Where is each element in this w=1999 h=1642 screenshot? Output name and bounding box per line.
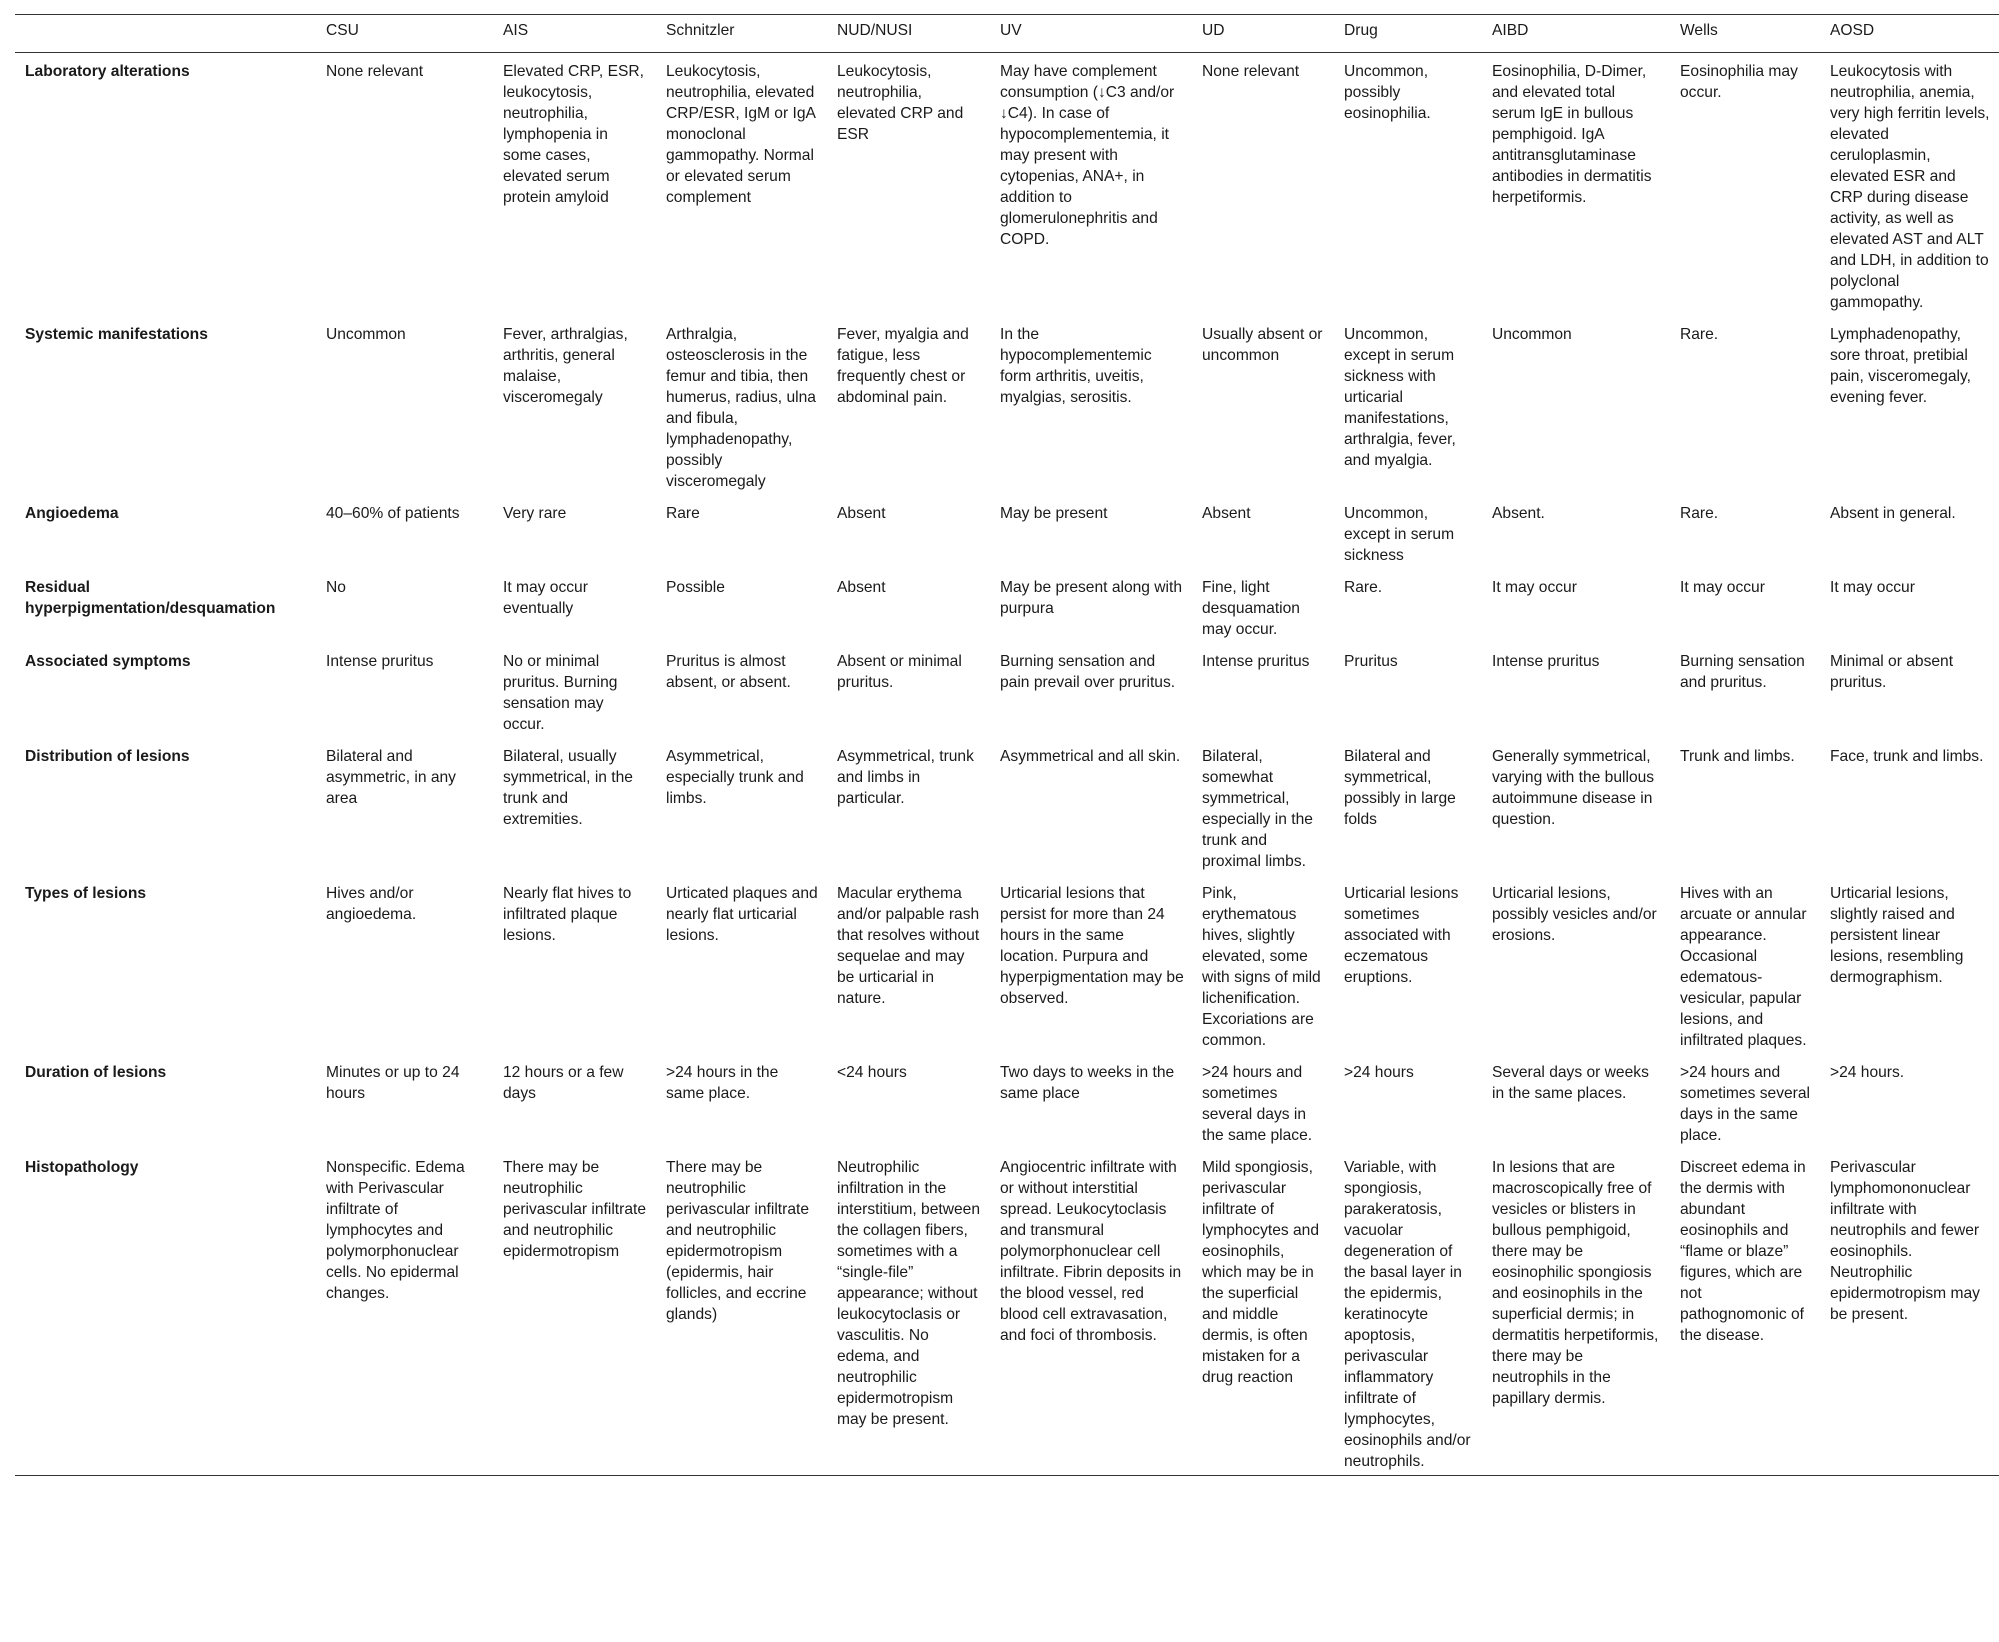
table-cell: Rare. <box>1344 579 1383 596</box>
column-header-csu: CSU <box>326 22 359 39</box>
table-cell: It may occur <box>1680 579 1765 596</box>
table-cell: In lesions that are macroscopically free of vesicles or blisters in bullous pemphigoid, there may be eosinophilic spongiosis and eosinophils in the superficial dermis; in dermatitis herpetiformis, there may be neutrophils in the papillary dermis. <box>1492 1159 1659 1407</box>
table-cell: Pruritus <box>1344 653 1398 670</box>
table-cell: Uncommon, except in serum sickness <box>1344 505 1455 564</box>
table-cell: None relevant <box>326 63 424 80</box>
table-cell: Nearly flat hives to infiltrated plaque lesions. <box>503 885 632 944</box>
table-cell: Bilateral and asymmetric, in any area <box>326 748 456 807</box>
table-cell: Urticarial lesions sometimes associated with eczematous eruptions. <box>1344 885 1459 986</box>
table-cell: No or minimal pruritus. Burning sensation may occur. <box>503 653 618 733</box>
table-cell: Burning sensation and pain prevail over pruritus. <box>1000 653 1176 691</box>
table-cell: Eosinophilia may occur. <box>1680 63 1798 101</box>
table-cell: Absent <box>837 505 886 522</box>
table-cell: Urticarial lesions, slightly raised and persistent linear lesions, resembling dermographism. <box>1830 885 1964 986</box>
column-header-aosd: AOSD <box>1830 22 1875 39</box>
column-header-aibd: AIBD <box>1492 22 1529 39</box>
table-cell: Hives and/or angioedema. <box>326 885 417 923</box>
table-cell: >24 hours and sometimes several days in the same place. <box>1202 1064 1313 1144</box>
table-cell: Usually absent or uncommon <box>1202 326 1323 364</box>
table-cell: Nonspecific. Edema with Perivascular infiltrate of lymphocytes and polymorphonuclear cells. No epidermal changes. <box>326 1159 465 1302</box>
table-cell: Mild spongiosis, perivascular infiltrate of lymphocytes and eosinophils, which may be in the superficial and middle dermis, is often mistaken for a drug reaction <box>1202 1159 1320 1386</box>
table-cell: Urticarial lesions, possibly vesicles and/or erosions. <box>1492 885 1657 944</box>
table-cell: Absent <box>1202 505 1251 522</box>
table-cell: Bilateral, usually symmetrical, in the trunk and extremities. <box>503 748 633 828</box>
table-cell: Intense pruritus <box>1492 653 1600 670</box>
table-cell: Several days or weeks in the same places. <box>1492 1064 1649 1102</box>
table-cell: In the hypocomplementemic form arthritis, uveitis, myalgias, serositis. <box>1000 326 1152 406</box>
row-header: Distribution of lesions <box>25 748 190 765</box>
table-cell: Elevated CRP, ESR, leukocytosis, neutrophilia, lymphopenia in some cases, elevated serum protein amyloid <box>503 63 644 206</box>
table-cell: Leukocytosis with neutrophilia, anemia, very high ferritin levels, elevated ceruloplasmin, elevated ESR and CRP during disease activity, as well as elevated AST and ALT and LDH, in addition to polyclonal gammopathy. <box>1830 63 1990 311</box>
table-cell: Urticarial lesions that persist for more than 24 hours in the same location. Purpura and hyperpigmentation may be observed. <box>1000 885 1184 1007</box>
row-header: Angioedema <box>25 505 119 522</box>
table-cell: Minimal or absent pruritus. <box>1830 653 1954 691</box>
table-cell: Urticated plaques and nearly flat urticarial lesions. <box>666 885 818 944</box>
table-cell: Uncommon <box>1492 326 1572 343</box>
table-row <box>15 1054 1999 1149</box>
table-cell: Fever, myalgia and fatigue, less frequently chest or abdominal pain. <box>837 326 969 406</box>
column-header-drug: Drug <box>1344 22 1378 39</box>
table-cell: Intense pruritus <box>326 653 434 670</box>
table-cell: Variable, with spongiosis, parakeratosis, vacuolar degeneration of the basal layer in the epidermis, keratinocyte apoptosis, perivascular inflammatory infiltrate of lymphocytes, eosinophils and/or neutrophils. <box>1344 1159 1471 1470</box>
table-cell: Hives with an arcuate or annular appearance. Occasional edematous-vesicular, papular lesions, and infiltrated plaques. <box>1680 885 1807 1049</box>
table-cell: Generally symmetrical, varying with the bullous autoimmune disease in question. <box>1492 748 1655 828</box>
table-cell: 12 hours or a few days <box>503 1064 624 1102</box>
table-cell: Absent. <box>1492 505 1545 522</box>
table-cell: Very rare <box>503 505 567 522</box>
table-cell: Rare. <box>1680 326 1719 343</box>
table-body <box>15 53 1999 1476</box>
table-cell: May be present along with purpura <box>1000 579 1183 617</box>
table-cell: Angiocentric infiltrate with or without interstitial spread. Leukocytoclasis and transmural polymorphonuclear cell infiltrate. Fibrin deposits in the blood vessel, red blood cell extravasation, and foci of thrombosis. <box>1000 1159 1182 1344</box>
table-cell: >24 hours and sometimes several days in the same place. <box>1680 1064 1810 1144</box>
table-cell: There may be neutrophilic perivascular infiltrate and neutrophilic epidermotropism (epidermis, hair follicles, and eccrine glands) <box>666 1159 810 1323</box>
row-header: Laboratory alterations <box>25 63 190 80</box>
table-row <box>15 738 1999 875</box>
table-cell: Fine, light desquamation may occur. <box>1202 579 1300 638</box>
table-cell: Bilateral and symmetrical, possibly in large folds <box>1344 748 1456 828</box>
table-cell: Pruritus is almost absent, or absent. <box>666 653 791 691</box>
table-cell: Rare <box>666 505 700 522</box>
row-header: Histopathology <box>25 1159 139 1176</box>
row-header: Residual hyperpigmentation/desquamation <box>25 579 276 617</box>
table-cell: Intense pruritus <box>1202 653 1310 670</box>
table-row <box>15 316 1999 495</box>
table-cell: No <box>326 579 346 596</box>
row-header: Types of lesions <box>25 885 147 902</box>
table-cell: >24 hours <box>1344 1064 1414 1081</box>
row-header: Systemic manifestations <box>25 326 208 343</box>
table-cell: Burning sensation and pruritus. <box>1680 653 1805 691</box>
table-cell: There may be neutrophilic perivascular infiltrate and neutrophilic epidermotropism <box>503 1159 647 1260</box>
table-cell: It may occur eventually <box>503 579 588 617</box>
table-row <box>15 875 1999 1054</box>
table-cell: It may occur <box>1492 579 1577 596</box>
table-cell: Two days to weeks in the same place <box>1000 1064 1175 1102</box>
table-cell: Pink, erythematous hives, slightly elevated, some with signs of mild lichenification. Excoriations are common. <box>1202 885 1321 1049</box>
table-cell: May be present <box>1000 505 1108 522</box>
table-cell: Eosinophilia, D-Dimer, and elevated total serum IgE in bullous pemphigoid. IgA antitransglutaminase antibodies in dermatitis herpetiformis. <box>1492 63 1652 206</box>
comparison-table <box>15 14 1999 1476</box>
table-cell: Perivascular lymphomononuclear infiltrate with neutrophils and fewer eosinophils. Neutrophilic epidermotropism may be present. <box>1830 1159 1980 1323</box>
table-row <box>15 643 1999 738</box>
table-cell: Leukocytosis, neutrophilia, elevated CRP/ESR, IgM or IgA monoclonal gammopathy. Normal or elevated serum complement <box>666 63 816 206</box>
table-cell: >24 hours in the same place. <box>666 1064 779 1102</box>
table-cell: Macular erythema and/or palpable rash that resolves without sequelae and may be urticarial in nature. <box>837 885 980 1007</box>
table-row <box>15 495 1999 569</box>
table-cell: Face, trunk and limbs. <box>1830 748 1984 765</box>
table-cell: Uncommon, possibly eosinophilia. <box>1344 63 1431 122</box>
table-row <box>15 53 1999 317</box>
table-row <box>15 1149 1999 1476</box>
row-header: Associated symptoms <box>25 653 191 670</box>
table-cell: Absent <box>837 579 886 596</box>
table-row <box>15 569 1999 643</box>
table-cell: <24 hours <box>837 1064 907 1081</box>
table-cell: Minutes or up to 24 hours <box>326 1064 460 1102</box>
column-header-ais: AIS <box>503 22 529 39</box>
column-header-nud-nusi: NUD/NUSI <box>837 22 913 39</box>
column-header-wells: Wells <box>1680 22 1718 39</box>
table-cell: Absent in general. <box>1830 505 1956 522</box>
header-row <box>15 15 1999 53</box>
column-header-empty <box>15 15 316 53</box>
table-cell: May have complement consumption (↓C3 and/or ↓C4). In case of hypocomplementemia, it may present with cytopenias, ANA+, in addition to glomerulonephritis and COPD. <box>1000 63 1175 248</box>
table-cell: Fever, arthralgias, arthritis, general malaise, visceromegaly <box>503 326 628 406</box>
column-header-schnitzler: Schnitzler <box>666 22 735 39</box>
column-header-ud: UD <box>1202 22 1225 39</box>
table-cell: Leukocytosis, neutrophilia, elevated CRP and ESR <box>837 63 964 143</box>
table-cell: Possible <box>666 579 725 596</box>
table-cell: 40–60% of patients <box>326 505 460 522</box>
table-cell: Neutrophilic infiltration in the interstitium, between the collagen fibers, sometimes with a “single-file” appearance; without leukocytoclasis or vasculitis. No edema, and neutrophilic epidermotropism may be present. <box>837 1159 981 1428</box>
table-cell: Asymmetrical and all skin. <box>1000 748 1181 765</box>
table-cell: >24 hours. <box>1830 1064 1905 1081</box>
table-cell: Bilateral, somewhat symmetrical, especially in the trunk and proximal limbs. <box>1202 748 1313 870</box>
table-cell: None relevant <box>1202 63 1300 80</box>
table-cell: Trunk and limbs. <box>1680 748 1795 765</box>
table-cell: It may occur <box>1830 579 1915 596</box>
table-cell: Rare. <box>1680 505 1719 522</box>
table-cell: Uncommon, except in serum sickness with urticarial manifestations, arthralgia, fever, and myalgia. <box>1344 326 1456 469</box>
column-header-uv: UV <box>1000 22 1022 39</box>
table-cell: Discreet edema in the dermis with abundant eosinophils and “flame or blaze” figures, which are not pathognomonic of the disease. <box>1680 1159 1806 1344</box>
table-cell: Lymphadenopathy, sore throat, pretibial pain, visceromegaly, evening fever. <box>1830 326 1971 406</box>
table-cell: Asymmetrical, especially trunk and limbs. <box>666 748 804 807</box>
table-cell: Absent or minimal pruritus. <box>837 653 962 691</box>
row-header: Duration of lesions <box>25 1064 167 1081</box>
table-cell: Arthralgia, osteosclerosis in the femur and tibia, then humerus, radius, ulna and fibula, lymphadenopathy, possibly visceromegaly <box>666 326 816 490</box>
table-cell: Asymmetrical, trunk and limbs in particular. <box>837 748 974 807</box>
table-cell: Uncommon <box>326 326 406 343</box>
